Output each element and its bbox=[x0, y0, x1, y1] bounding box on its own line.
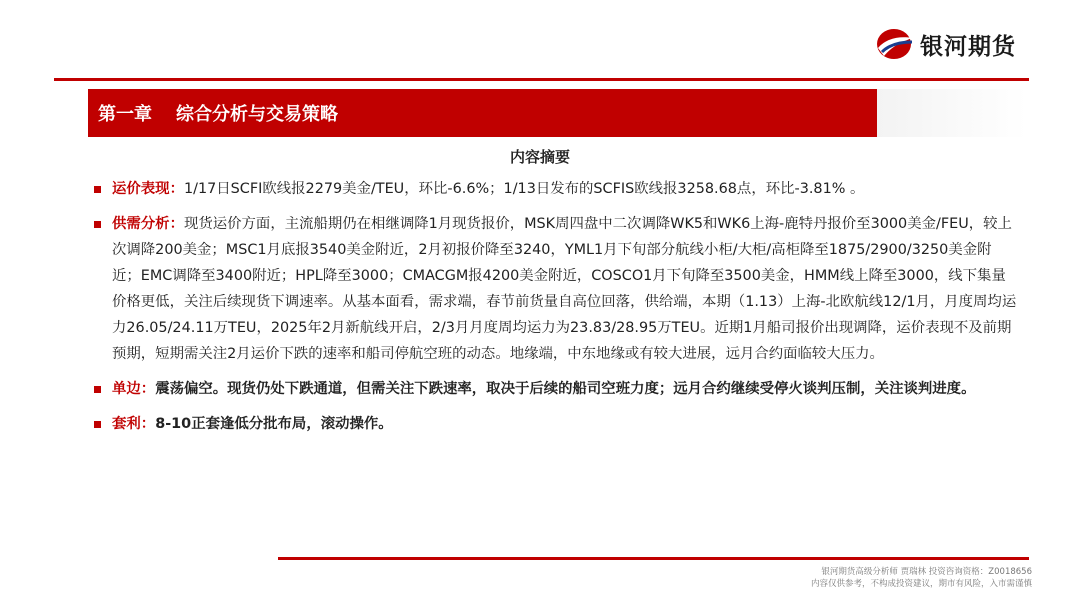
chapter-number: 第一章 bbox=[98, 104, 152, 125]
item-text: 震荡偏空。现货仍处下跌通道，但需关注下跌速率，取决于后续的船司空班力度；远月合约继续受停火谈判压制，关注谈判进度。 bbox=[155, 381, 976, 397]
chapter-header bbox=[88, 89, 877, 137]
item-text: 现货运价方面，主流船期仍在相继调降1月现货报价，MSK周四盘中二次调降WK5和WK6上海-鹿特丹报价至3000美金/FEU，较上次调降200美金；MSC1月底报3540美金附近，2月初报价降至3240，YML1月下旬部分航线小柜/大柜/高柜降至1875/2900/3250美金附近；EMC调降至3400附近；HPL降至3000；CMACGM报4200美金附近，COSCO1月下旬降至3500美金，HMM线上降至3000，线下集量价格更低，关注后续现货下调速率。从基本面看，需求端，春节前货量自高位回落，供给端，本期（1.13）上海-北欧航线12/1月，月度周均运力26.05/24.11万TEU，2025年2月新航线开启，2/3月月度周均运力为23.83/28.95万TEU。近期1月船司报价出现调降，运价表现不及前期预期，短期需关注2月运价下跌的速率和船司停航空班的动态。地缘端，中东地缘或有较大进展，远月合约面临较大压力。 bbox=[112, 216, 1017, 362]
footer-analyst: 银河期货高级分析师 贾瑞林 投资咨询资格：Z0018656 bbox=[821, 567, 1032, 577]
list-item-single-side bbox=[94, 376, 1034, 402]
item-label: 供需分析： bbox=[112, 216, 184, 232]
summary-content bbox=[94, 176, 1034, 446]
list-item-price bbox=[94, 176, 1034, 202]
item-text: 1/17日SCFI欧线报2279美金/TEU，环比-6.6%；1/13日发布的SCFIS欧线报3258.68点，环比-3.81% 。 bbox=[183, 181, 865, 197]
item-label: 单边： bbox=[112, 381, 156, 397]
galaxy-logo-icon bbox=[874, 26, 914, 62]
chapter-title: 综合分析与交易策略 bbox=[176, 104, 338, 125]
list-item-supply-demand bbox=[94, 211, 1034, 367]
bullet-square-icon bbox=[94, 421, 101, 428]
bullet-square-icon bbox=[94, 386, 101, 393]
header-divider bbox=[54, 78, 1029, 81]
footer-disclaimer bbox=[811, 566, 1032, 590]
item-label: 运价表现： bbox=[112, 181, 184, 197]
bullet-square-icon bbox=[94, 221, 101, 228]
brand-name: 银河期货 bbox=[920, 33, 1016, 60]
list-item-arbitrage bbox=[94, 411, 1034, 437]
bullet-square-icon bbox=[94, 186, 101, 193]
footer-risk-notice: 内容仅供参考，不构成投资建议，期市有风险，入市需谨慎 bbox=[810, 579, 1032, 589]
footer-divider bbox=[278, 557, 1029, 560]
chapter-header-fade bbox=[877, 89, 1027, 137]
item-text: 8-10正套逢低分批布局，滚动操作。 bbox=[155, 416, 393, 432]
item-label: 套利： bbox=[112, 416, 156, 432]
brand-logo bbox=[874, 26, 1016, 62]
summary-title: 内容摘要 bbox=[509, 148, 570, 166]
